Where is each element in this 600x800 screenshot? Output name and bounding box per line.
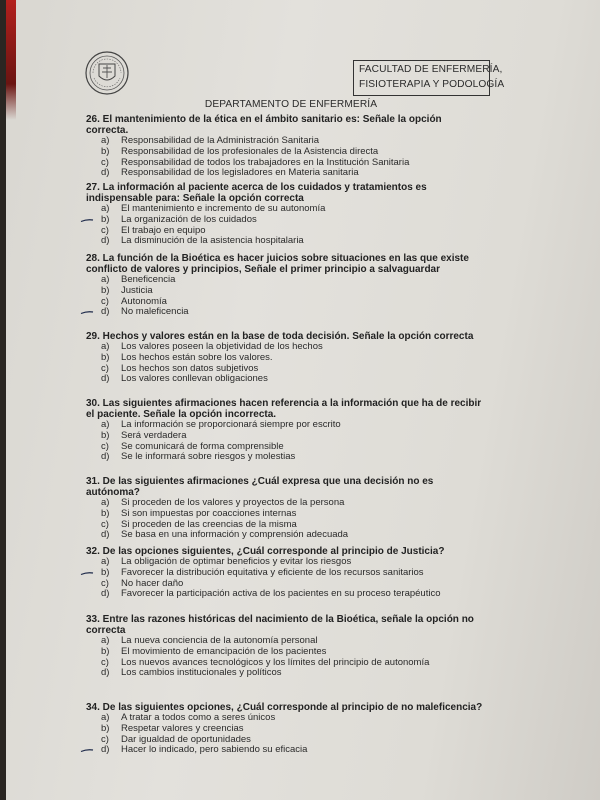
answer-option (86, 509, 486, 520)
pen-mark-icon (80, 571, 94, 576)
option-text: Se basa en una información y comprensión adecuada (121, 529, 349, 541)
answer-option (86, 374, 486, 385)
option-letter: d) (101, 451, 110, 463)
question-title: 27. La información al paciente acerca de los cuidados y tratamientos es indispensable para: Señale la opción correcta (86, 182, 427, 204)
question-34 (86, 702, 486, 756)
pen-mark-icon (80, 310, 94, 315)
answer-option (86, 236, 486, 247)
option-letter: a) (101, 419, 110, 430)
answer-option (86, 452, 486, 463)
question-title: 31. De las siguientes afirmaciones ¿Cuál expresa que una decisión no es autónoma? (86, 476, 434, 498)
option-text: Responsabilidad de la Administración Sanitaria (121, 135, 320, 146)
option-text: Beneficencia (121, 274, 176, 285)
option-letter: a) (101, 341, 110, 352)
option-letter: d) (101, 588, 110, 600)
answer-option (86, 724, 486, 735)
option-text: Favorecer la participación activa de los pacientes en su proceso terapéutico (121, 588, 441, 600)
answer-option (86, 353, 486, 364)
option-text: No maleficencia (121, 306, 189, 318)
question-title: 28. La función de la Bioética es hacer juicios sobre situaciones en las que existe conflicto de valores y principios, Señale el primer principio a salvaguardar (86, 253, 469, 275)
option-letter: a) (101, 497, 110, 508)
option-text: Hacer lo indicado, pero sabiendo su eficacia (121, 744, 308, 756)
question-27 (86, 182, 486, 247)
option-letter: a) (101, 203, 110, 214)
option-text: Si proceden de las creencias de la misma (121, 518, 297, 530)
option-letter: a) (101, 135, 110, 146)
answer-option (86, 530, 486, 541)
option-text: Los valores conllevan obligaciones (121, 373, 268, 385)
answer-option (86, 745, 486, 756)
option-letter: a) (101, 556, 110, 567)
answer-option (86, 147, 486, 158)
option-text: A tratar a todos como a seres únicos (121, 712, 276, 723)
department-title: DEPARTAMENTO DE ENFERMERÍA (204, 99, 378, 110)
option-text: Si son impuestas por coacciones internas (121, 507, 297, 519)
option-text: Los nuevos avances tecnológicos y los límites del principio de autonomía (121, 656, 430, 668)
option-text: Será verdadera (121, 429, 187, 441)
pen-mark-icon (80, 748, 94, 753)
option-letter: b) (101, 507, 110, 519)
option-letter: d) (101, 744, 110, 756)
option-text: La obligación de optimar beneficios y evitar los riesgos (121, 556, 352, 567)
option-letter: a) (101, 635, 110, 646)
option-text: Se comunicará de forma comprensible (121, 440, 284, 452)
option-text: La organización de los cuidados (121, 213, 257, 225)
question-title: 29. Hechos y valores están en la base de toda decisión. Señale la opción correcta (86, 331, 474, 342)
faculty-line-1: FACULTAD DE ENFERMERÍA, (359, 64, 503, 75)
option-letter: d) (101, 373, 110, 385)
question-33 (86, 614, 486, 679)
option-text: Si proceden de los valores y proyectos de la persona (121, 497, 345, 508)
option-letter: b) (101, 213, 110, 225)
option-text: Responsabilidad de todos los trabajadores en la Institución Sanitaria (121, 156, 410, 168)
option-text: No hacer daño (121, 577, 184, 589)
option-text: Los hechos están sobre los valores. (121, 351, 273, 363)
option-letter: c) (101, 362, 109, 374)
option-text: Dar igualdad de oportunidades (121, 733, 251, 745)
option-text: Responsabilidad de los legisladores en Materia sanitaria (121, 167, 359, 179)
option-text: Responsabilidad de los profesionales de la Asistencia directa (121, 145, 379, 157)
option-letter: c) (101, 577, 109, 589)
answer-option (86, 647, 486, 658)
question-28 (86, 253, 486, 318)
pen-mark-icon (80, 218, 94, 223)
question-title: 30. Las siguientes afirmaciones hacen referencia a la información que ha de recibir el paciente. Señale la opción incorrecta. (86, 398, 482, 420)
option-letter: c) (101, 295, 109, 307)
question-32 (86, 546, 486, 600)
question-26 (86, 114, 486, 179)
question-title: 34. De las siguientes opciones, ¿Cuál corresponde al principio de no maleficencia? (86, 702, 483, 713)
option-text: Autonomía (121, 295, 167, 307)
option-letter: c) (101, 733, 109, 745)
answer-option (86, 168, 486, 179)
faculty-box (353, 60, 505, 96)
option-letter: c) (101, 656, 109, 668)
option-text: Favorecer la distribución equitativa y eficiente de los recursos sanitarios (121, 566, 424, 578)
option-letter: b) (101, 645, 110, 657)
option-text: La disminución de la asistencia hospitalaria (121, 235, 304, 247)
option-letter: c) (101, 224, 109, 236)
option-letter: c) (101, 156, 109, 168)
faculty-line-2: FISIOTERAPIA Y PODOLOGÍA (359, 79, 505, 90)
option-letter: b) (101, 145, 110, 157)
option-text: Los hechos son datos subjetivos (121, 362, 259, 374)
question-31 (86, 476, 486, 541)
option-text: Los valores poseen la objetividad de los hechos (121, 341, 323, 352)
answer-option (86, 215, 486, 226)
answer-option (86, 589, 486, 600)
option-letter: b) (101, 284, 110, 296)
option-letter: d) (101, 306, 110, 318)
option-letter: c) (101, 518, 109, 530)
exam-page (6, 0, 600, 800)
option-letter: a) (101, 712, 110, 723)
question-29 (86, 331, 486, 385)
option-text: El mantenimiento e incremento de su autonomía (121, 203, 326, 214)
answer-option (86, 286, 486, 297)
option-text: Respetar valores y creencias (121, 722, 244, 734)
answer-option (86, 668, 486, 679)
option-letter: b) (101, 351, 110, 363)
option-letter: d) (101, 667, 110, 679)
question-title: 32. De las opciones siguientes, ¿Cuál corresponde al principio de Justicia? (86, 546, 445, 557)
question-30 (86, 398, 486, 463)
option-letter: b) (101, 722, 110, 734)
answer-option (86, 431, 486, 442)
option-text: La información se proporcionará siempre por escrito (121, 419, 341, 430)
university-seal-icon (84, 50, 130, 96)
answer-option (86, 307, 486, 318)
question-title: 26. El mantenimiento de la ética en el ámbito sanitario es: Señale la opción correcta. (86, 114, 442, 136)
question-title: 33. Entre las razones históricas del nacimiento de la Bioética, señale la opción no correcta (86, 614, 474, 636)
answer-option (86, 568, 486, 579)
option-letter: a) (101, 274, 110, 285)
option-text: Justicia (121, 284, 153, 296)
option-letter: d) (101, 167, 110, 179)
option-text: El movimiento de emancipación de los pacientes (121, 645, 327, 657)
option-letter: c) (101, 440, 109, 452)
option-text: El trabajo en equipo (121, 224, 206, 236)
option-text: La nueva conciencia de la autonomía personal (121, 635, 318, 646)
option-text: Los cambios institucionales y políticos (121, 667, 282, 679)
option-letter: b) (101, 566, 110, 578)
option-text: Se le informará sobre riesgos y molestias (121, 451, 296, 463)
option-letter: d) (101, 235, 110, 247)
option-letter: d) (101, 529, 110, 541)
option-letter: b) (101, 429, 110, 441)
